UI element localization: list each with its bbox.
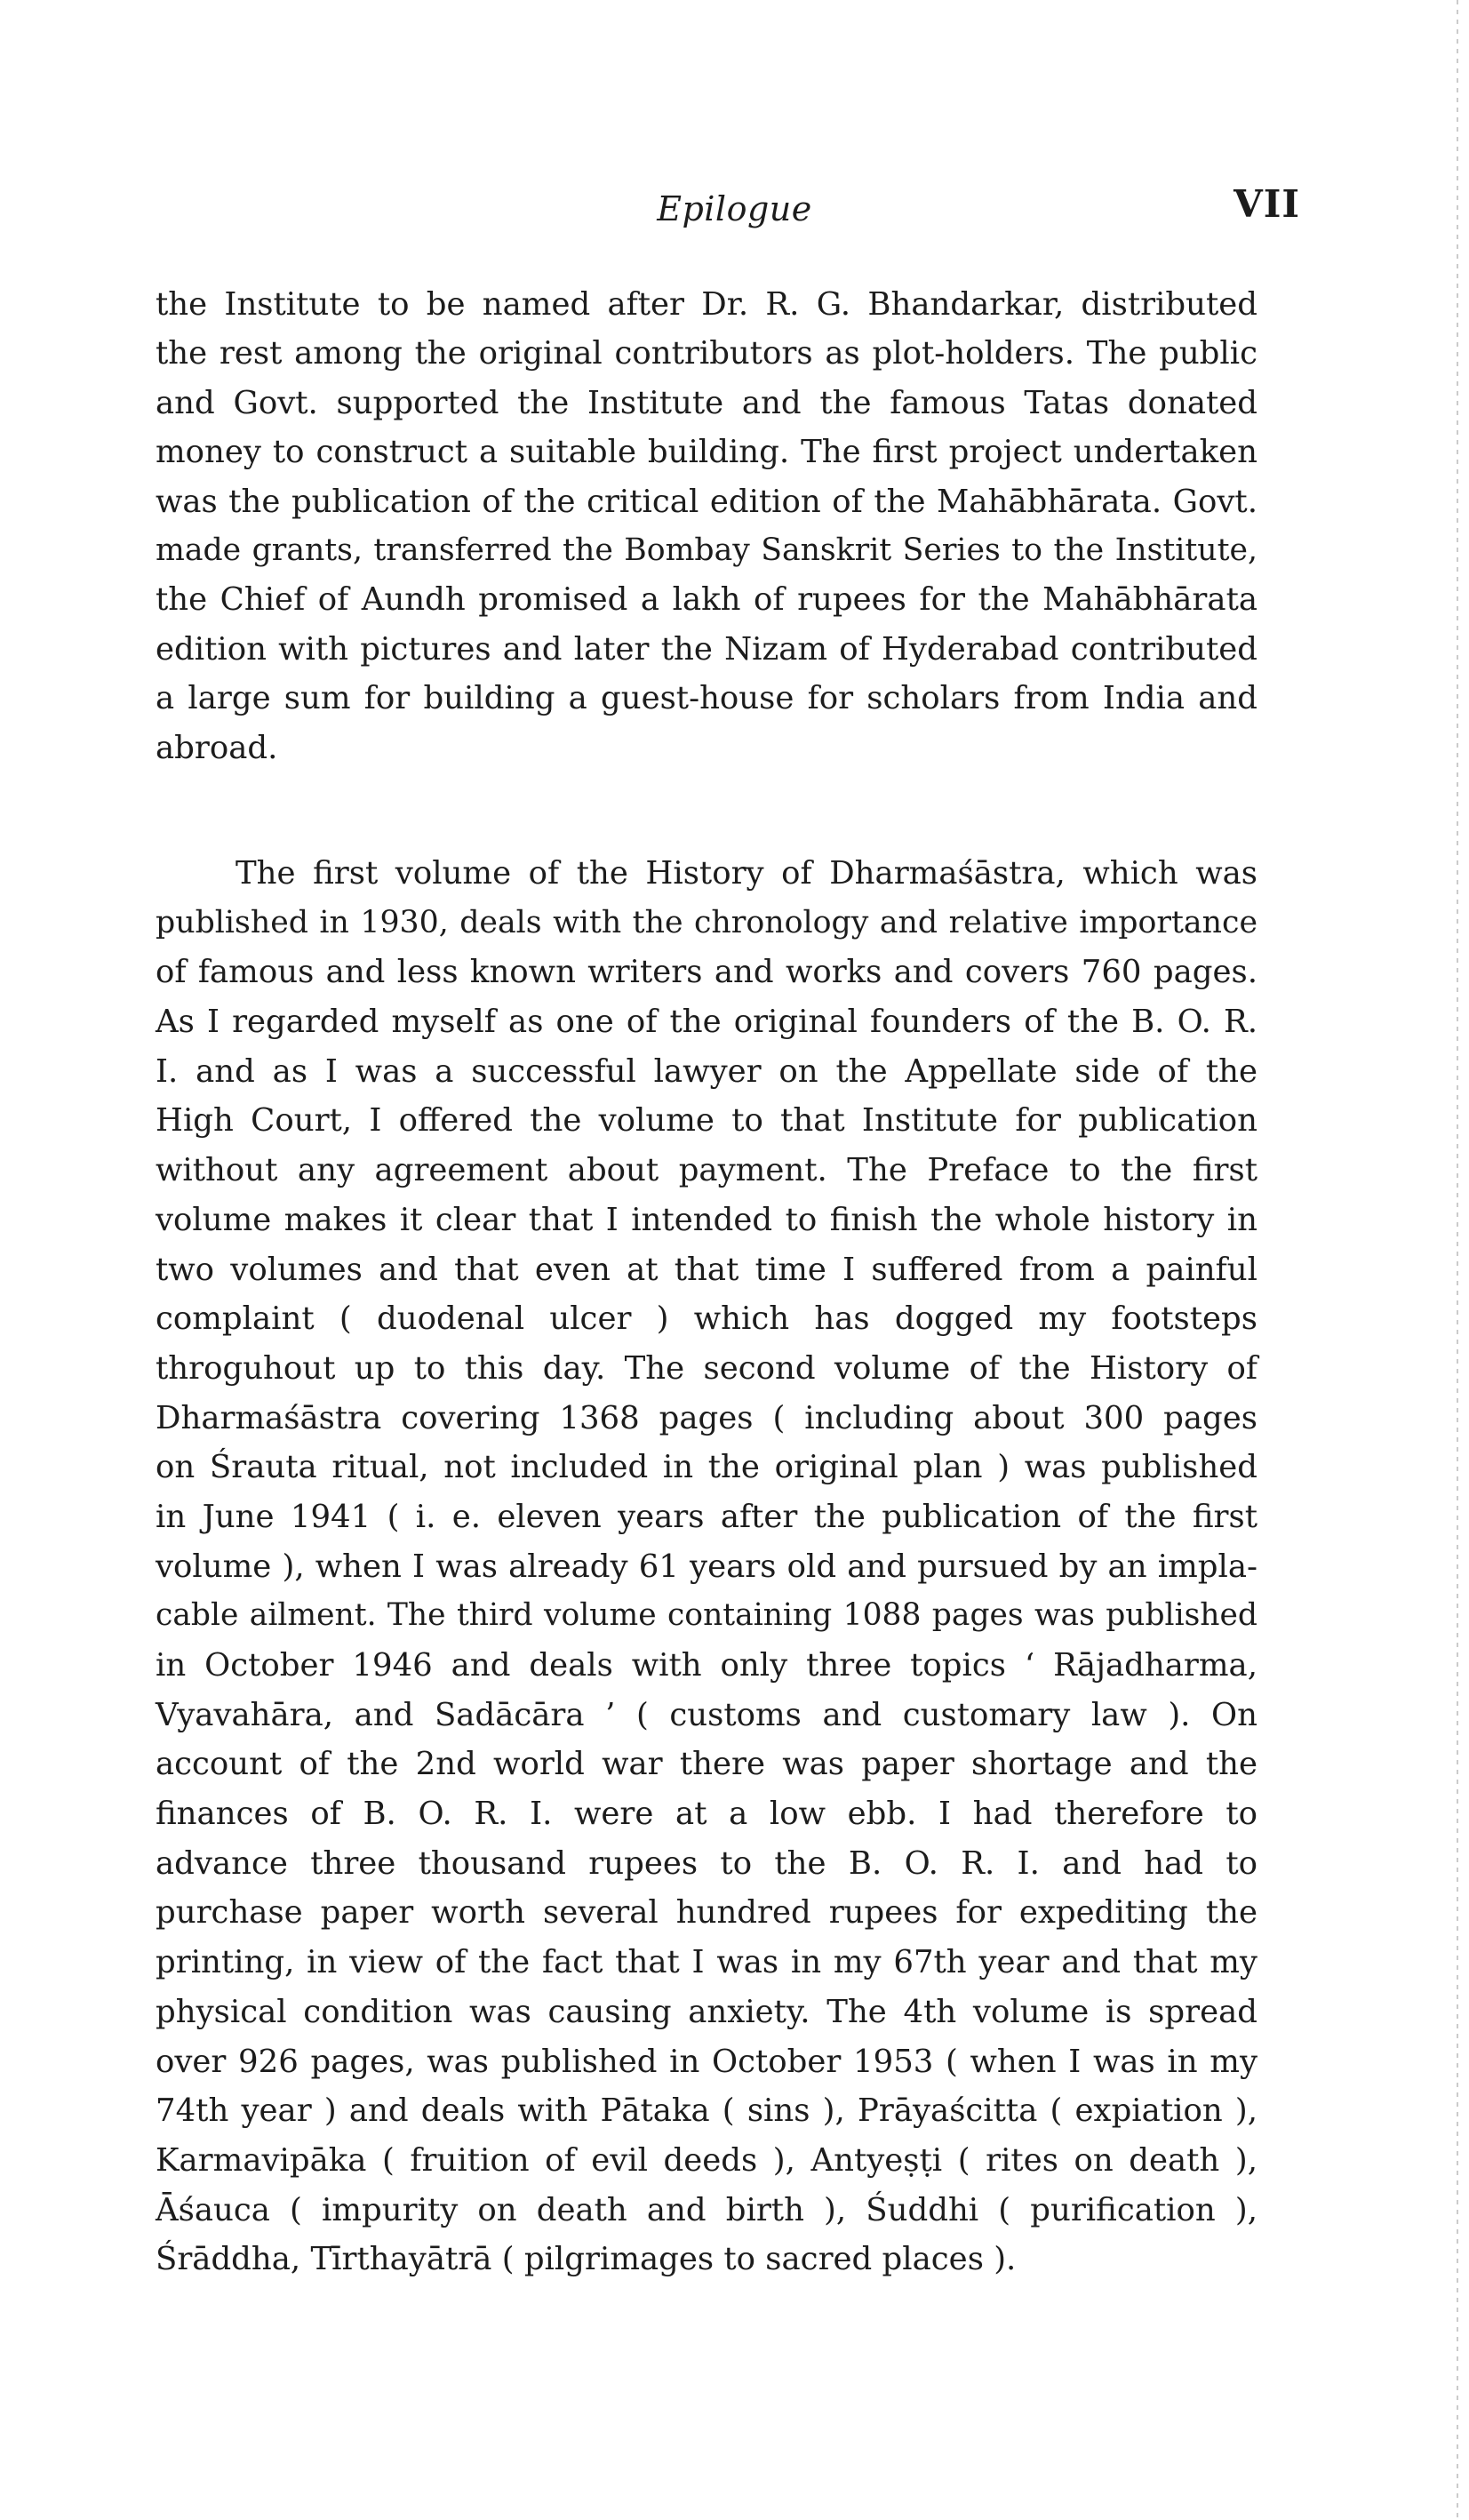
text-line: abroad. (156, 729, 278, 766)
text-line: physical condition was causing anxiety. The 4th volume is spread (156, 1993, 1257, 2030)
text-line: made grants, transferred the Bombay Sanskrit Series to the Institute, (156, 532, 1257, 568)
running-head: Epilogue (657, 189, 812, 228)
text-line: advance three thousand rupees to the B. O. R. I. and had to (156, 1844, 1257, 1882)
text-line: purchase paper worth several hundred rupees for expediting the (156, 1894, 1257, 1932)
text-line: a large sum for building a guest-house for scholars from India and (156, 680, 1257, 717)
text-line: on Śrauta ritual, not included in the original plan ) was published (156, 1449, 1257, 1486)
text-line: Dharmaśāstra covering 1368 pages ( including about 300 pages (156, 1399, 1257, 1436)
text-line: published in 1930, deals with the chronology and relative importance (156, 904, 1257, 940)
text-line: without any agreement about payment. The Preface to the first (156, 1152, 1257, 1189)
paragraph-2 (156, 849, 1257, 2284)
text-line: 74th year ) and deals with Pātaka ( sins ), Prāyaścitta ( expiation ), (156, 2092, 1257, 2130)
text-line: Vyavahāra, and Sadācāra ’ ( customs and customary law ). On (156, 1696, 1257, 1733)
text-line: edition with pictures and later the Nizam of Hyderabad contributed (156, 630, 1257, 668)
page-header (0, 182, 1469, 236)
text-line: cable ailment. The third volume containing 1088 pages was published (156, 1597, 1257, 1634)
text-line: Śrāddha, Tīrthayātrā ( pilgrimages to sacred places ). (156, 2241, 1017, 2278)
text-line: The first volume of the History of Dharmaśāstra, which was (236, 855, 1257, 892)
text-line: As I regarded myself as one of the original founders of the B. O. R. (156, 1004, 1257, 1041)
text-line: the Institute to be named after Dr. R. G. Bhandarkar, distributed (156, 286, 1257, 323)
text-line: I. and as I was a successful lawyer on the Appellate side of the (156, 1052, 1257, 1090)
text-line: Āśauca ( impurity on death and birth ), Śuddhi ( purification ), (156, 2191, 1257, 2228)
scan-margin-rule (1457, 0, 1458, 2520)
text-line: in October 1946 and deals with only three topics ‘ Rājadharma, (156, 1647, 1257, 1684)
text-line: and Govt. supported the Institute and the famous Tatas donated (156, 384, 1257, 421)
text-line: printing, in view of the fact that I was in my 67th year and that my (156, 1944, 1257, 1981)
text-line: finances of B. O. R. I. were at a low ebb. I had therefore to (156, 1796, 1257, 1833)
text-line: in June 1941 ( i. e. eleven years after the publication of the first (156, 1498, 1257, 1535)
text-line: account of the 2nd world war there was paper shortage and the (156, 1746, 1257, 1783)
text-line: over 926 pages, was published in October 1953 ( when I was in my (156, 2043, 1257, 2080)
text-line: money to construct a suitable building. The first project undertaken (156, 434, 1257, 471)
text-line: the rest among the original contributors as plot-holders. The public (156, 335, 1257, 372)
text-line: was the publication of the critical edition of the Mahābhārata. Govt. (156, 483, 1257, 520)
text-line: High Court, I offered the volume to that Institute for publication (156, 1102, 1257, 1140)
text-line: the Chief of Aundh promised a lakh of rupees for the Mahābhārata (156, 581, 1257, 619)
page-number: VII (1233, 182, 1300, 226)
text-line: throguhout up to this day. The second volume of the History of (156, 1349, 1257, 1387)
text-line: volume ), when I was already 61 years old and pursued by an impla- (156, 1548, 1257, 1585)
paragraph-1 (156, 280, 1257, 772)
text-line: complaint ( duodenal ulcer ) which has dogged my footsteps (156, 1300, 1257, 1338)
text-line: two volumes and that even at that time I suffered from a painful (156, 1251, 1257, 1288)
text-line: Karmavipāka ( fruition of evil deeds ), Antyeṣṭi ( rites on death ), (156, 2141, 1257, 2179)
text-line: volume makes it clear that I intended to finish the whole history in (156, 1201, 1257, 1238)
text-line: of famous and less known writers and works and covers 760 pages. (156, 954, 1257, 991)
